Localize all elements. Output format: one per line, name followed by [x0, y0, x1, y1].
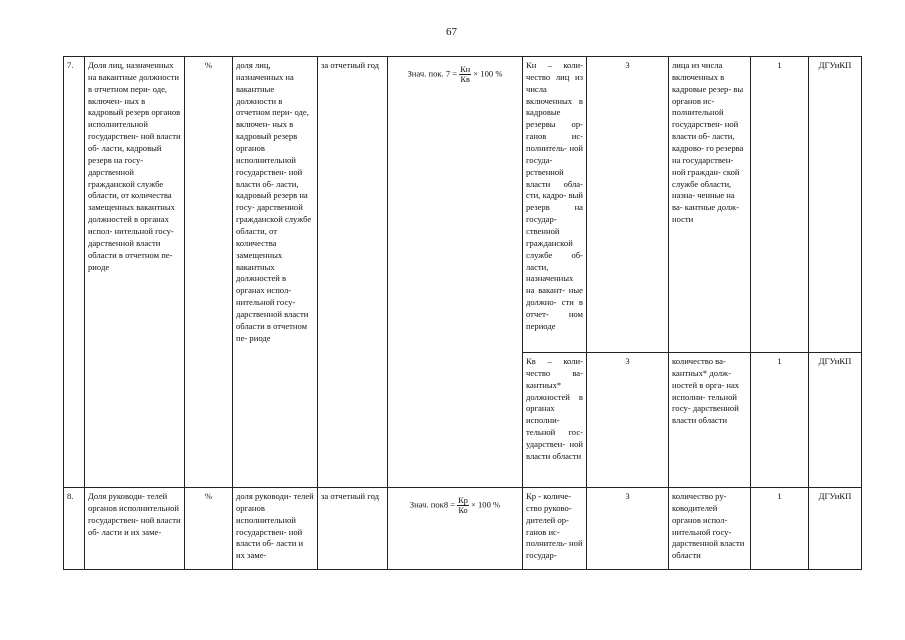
formula-denominator: Ко: [458, 506, 468, 516]
indicators-table: [63, 56, 862, 570]
formula-cell: [388, 488, 523, 570]
formula-fraction: [457, 496, 469, 515]
formula-denominator: Кв: [460, 75, 470, 85]
period-cell: за отчетный год: [318, 57, 388, 488]
responsible-cell: ДГУиКП: [809, 488, 862, 570]
definition-cell: доля лиц, назначенных на вакантные должности в отчетном пери- оде, включен- ных в кадровый резерв органов исполнительной государствен- ной власти об- ласти, кадровый резерв на госу- дарственной гражданской службе области, от количества замещенных вакантных должностей в органах испол- нительной госу- дарственной власти области в отчетном пе- риоде: [233, 57, 318, 488]
table-row: [64, 57, 862, 353]
unit-cell: %: [185, 57, 233, 488]
variable-cell: Кн – коли- чество лиц из числа включенных в кадровые резервы ор- ганов ис- полнитель- ной госуда- рственной власти обла- сти, кадро- вый резерв на государ- ственной гражданской службе об- ласти, назначенных на вакант- ные должно- сти в отчет- ном периоде: [523, 57, 587, 353]
responsible-cell: ДГУиКП: [809, 57, 862, 353]
row-number: 7.: [64, 57, 85, 488]
frequency-cell: 1: [751, 353, 809, 488]
description-cell: количество ва- кантных* долж- ностей в орга- нах исполни- тельной госу- дарственной власти области: [669, 353, 751, 488]
formula-fraction: [459, 65, 471, 84]
formula-numerator: Кн: [460, 65, 471, 74]
unit-cell: %: [185, 488, 233, 570]
frequency-cell: 1: [751, 57, 809, 353]
variable-cell: Кр - количе- ство руково- дителей ор- ганов ис- полнитель- ной государ-: [523, 488, 587, 570]
formula-prefix: Знач. пок8 =: [409, 499, 456, 510]
responsible-cell: ДГУиКП: [809, 353, 862, 488]
variable-cell: Кв – коли- чество ва- кантных* должностей в органах исполни- тельной гос- ударствен- ной власти области: [523, 353, 587, 488]
page-number: 67: [446, 26, 457, 38]
code-cell: 3: [587, 353, 669, 488]
frequency-cell: 1: [751, 488, 809, 570]
code-cell: 3: [587, 488, 669, 570]
description-cell: количество ру- ководителей органов испол- нительной госу- дарственной власти области: [669, 488, 751, 570]
formula-suffix: × 100 %: [473, 68, 503, 79]
row-number: 8.: [64, 488, 85, 570]
indicator-name: Доля руководи- телей органов исполнительной государствен- ной власти об- ласти и их заме-: [85, 488, 185, 570]
indicator-name: Доля лиц, назначенных на вакантные должности в отчетном пери- оде, включен- ных в кадровый резерв органов исполнительной государствен- ной власти об- ласти, кадровый резерв на госу- дарственной гражданской службе области, от количества замещенных вакантных должностей в органах испол- нительной госу- дарственной власти области в отчетном пе- риоде: [85, 57, 185, 488]
formula-suffix: × 100 %: [471, 499, 501, 510]
code-cell: 3: [587, 57, 669, 353]
definition-cell: доля руководи- телей органов исполнительной государствен- ной власти об- ласти и их заме-: [233, 488, 318, 570]
formula-numerator: Кр: [458, 496, 468, 505]
formula-cell: [388, 57, 523, 488]
description-cell: лица из числа включенных в кадровые резер- вы органов ис- полнительной государствен- ной власти об- ласти, кадрово- го резерва на государствен- ной граждан- ской службе области, назна- ченные на ва- кантные долж- ности: [669, 57, 751, 353]
table-row: [64, 488, 862, 570]
formula-prefix: Знач. пок. 7 =: [407, 68, 458, 79]
period-cell: за отчетный год: [318, 488, 388, 570]
